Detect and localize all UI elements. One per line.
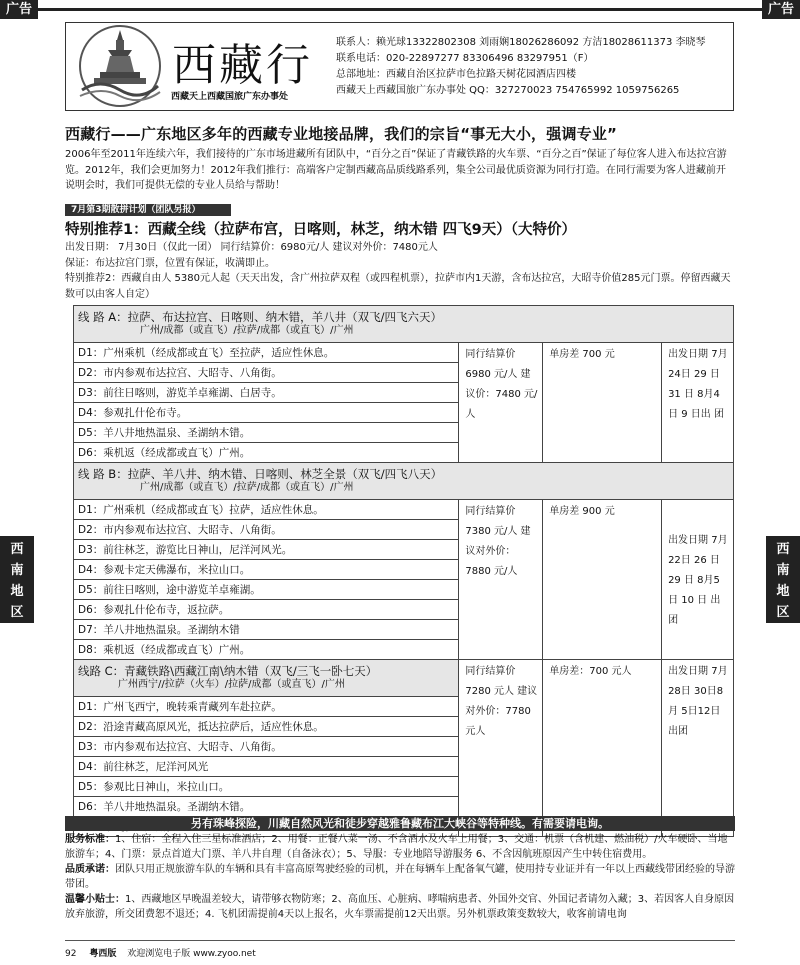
- day-cell: D2：市内参观布达拉宫、大昭寺、八角街。: [74, 520, 459, 540]
- side-label-text: 西南地区: [10, 542, 24, 620]
- route-header-row: [74, 463, 734, 500]
- term-label: 品质承诺：: [65, 864, 115, 875]
- notice-banner: 另有珠峰探险，川藏自然风光和徒步穿越雅鲁藏布江大峡谷等特种线。有需要请电询。: [65, 816, 735, 831]
- single-room-cell: [543, 343, 662, 463]
- dates-cell: [662, 660, 734, 837]
- day-cell: D6：乘机返（经成都或直飞）广州。: [74, 443, 459, 463]
- dates-text: 出发日期 7月24日 29 日 31 日 8月4 日 9 日出 团: [668, 349, 728, 420]
- info-block: [65, 240, 735, 302]
- dates-text: 出发日期 7月28日 30日8月 5日12日 出团: [668, 666, 728, 737]
- price-text: 同行结算价 6980 元/人 建议价：7480 元/人: [465, 349, 538, 420]
- single-room-cell: [543, 500, 662, 660]
- day-cell: D4：前往林芝，尼洋河风光: [74, 757, 459, 777]
- header-box: [65, 22, 734, 111]
- intro-paragraph: 2006年至2011年连续六年，我们接待的广东市场进藏所有团队中，“百分之百”保证了青藏铁路的火车票、“百分之百”保证了每位客人进入布达拉宫游览。2012年，我们会更加努力！2012年我们推行：高端客户定制西藏高品质线路系列，集全公司最优质资源为同行打造。在同行需要为客人进藏前开说明会时，我们可提供无偿的专业人员给与帮助！: [65, 149, 727, 191]
- dates-text: 出发日期 7月22日 26 日 29 日 8月5 日 10 日 出团: [668, 534, 728, 626]
- top-rule: [0, 8, 800, 11]
- travel-tips: [65, 892, 735, 922]
- day-cell: D2：市内参观布达拉宫、大昭寺、八角街。: [74, 363, 459, 383]
- route-title: 线 路 B：拉萨、羊八井、纳木错、日喀则、林芝全景（双飞/四飞八天）: [78, 467, 443, 481]
- table-row: [74, 343, 734, 363]
- day-cell: D3：市内参观布达拉宫、大昭寺、八角街。: [74, 737, 459, 757]
- page-number: 92: [65, 949, 77, 959]
- special-title: 特别推荐1：西藏全线（拉萨布宫，日喀则，林芝，纳木错 四飞9天）（大特价）: [65, 222, 576, 238]
- route-subtitle: 广州西宁//拉萨（火车）/拉萨/成都（或直飞）/广州: [118, 679, 345, 690]
- term-text: 团队只用正规旅游车队的车辆和具有丰富高原驾驶经验的司机，并在每辆车上配备氧气罐，使用持专业证并有一年以上西藏线带团经验的导游带团。: [65, 864, 735, 890]
- stupa-logo-icon: [70, 24, 170, 110]
- day-cell: D7：羊八井地热温泉。圣湖纳木错: [74, 620, 459, 640]
- day-cell: D8：乘机返（经成都或直飞）广州。: [74, 640, 459, 660]
- price-cell: [459, 343, 543, 463]
- dates-cell: [662, 500, 734, 660]
- route-title: 线 路 A：拉萨、布达拉宫、日喀则、纳木错，羊八井（双飞/四飞六天）: [78, 310, 443, 324]
- route-header-row: [74, 306, 734, 343]
- route-subtitle: 广州/成都（或直飞）/拉萨/成都（或直飞）/广州: [140, 325, 354, 336]
- info-line: 出发日期： 7月30日（仅此一团） 同行结算价：6980元/人 建议对外价：7480元人: [65, 242, 438, 253]
- single-room-text: 单房差：700 元人: [549, 666, 632, 677]
- footer-rule: [65, 940, 735, 941]
- route-subtitle: 广州/成都（或直飞）/拉萨/成都（或直飞）/广州: [140, 482, 354, 493]
- info-line: 特别推荐2：西藏自由人 5380元人起（天天出发，含广州拉萨双程（或四程机票），拉萨市内1天游，含布达拉宫，大昭寺价值285元门票。停留西藏天数可以由客人自定）: [65, 273, 731, 300]
- day-cell: D3：前往日喀则，游览羊卓雍湖、白居寺。: [74, 383, 459, 403]
- service-standard: [65, 832, 735, 862]
- term-text: 1、住宿：全程入住三星标准酒店；2、用餐：正餐八菜一汤、不含酒水及火车上用餐；3、交通：机票（含机建、燃油税）/火车硬卧、当地旅游车；4、门票：景点首道大门票、羊八井自理（自备泳衣）；5、导服：专业地陪导游服务 6、不含因航班原因产生中转住宿费用。: [65, 834, 728, 860]
- dates-cell: [662, 343, 734, 463]
- day-cell: D4：参观卡定天佛瀑布，米拉山口。: [74, 560, 459, 580]
- price-text: 同行结算价 7380 元/人 建议对外价：7880 元/人: [465, 506, 531, 577]
- price-text: 同行结算价 7280 元人 建议对外价：7780 元人: [465, 666, 538, 737]
- logo-title: 西藏行: [172, 40, 313, 91]
- logo: [66, 23, 331, 110]
- price-cell: [459, 500, 543, 660]
- route-title-cell: [74, 306, 734, 343]
- terms-block: [65, 832, 735, 922]
- side-label-text: 西南地区: [776, 542, 790, 620]
- day-cell: D1：广州乘机（经成都或直飞）至拉萨，适应性休息。: [74, 343, 459, 363]
- route-header-row: [74, 660, 734, 697]
- day-cell: D5：前往日喀则，途中游览羊卓雍湖。: [74, 580, 459, 600]
- ad-tag-right: 广告: [762, 0, 800, 19]
- route-title: 线路 C：青藏铁路\西藏江南\纳木错（双飞/三飞一卧七天）: [78, 664, 378, 678]
- edition-label: 粤西版: [89, 949, 117, 959]
- contact-line: 联系电话：020-22897277 83306496 83297951（F）: [336, 53, 594, 64]
- single-room-text: 单房差 700 元: [549, 349, 615, 360]
- day-cell: D4：参观扎什伦布寺。: [74, 403, 459, 423]
- side-label-right: [766, 536, 800, 623]
- contact-info: [336, 35, 731, 99]
- day-cell: D3：前往林芝，游览比日神山，尼洋河风光。: [74, 540, 459, 560]
- term-label: 服务标准：: [65, 834, 115, 845]
- day-cell: D1：广州乘机（经成都或直飞）拉萨，适应性休息。: [74, 500, 459, 520]
- site-label: 欢迎浏览电子版 www.zyoo.net: [127, 949, 256, 959]
- single-room-cell: [543, 660, 662, 837]
- single-room-text: 单房差 900 元: [549, 506, 615, 517]
- day-cell: D6：参观扎什伦布寺，返拉萨。: [74, 600, 459, 620]
- route-title-cell: [74, 463, 734, 500]
- contact-line: 联系人：赖光球13322802308 刘雨娴18026286092 方洁18028611373 李晓琴: [336, 37, 706, 48]
- route-title-cell: [74, 660, 459, 697]
- day-cell: D6：羊八井地热温泉。圣湖纳木错。: [74, 797, 459, 817]
- plan-tag: 7月第3期散拼计划（团队另报）: [65, 204, 231, 216]
- contact-line: 西藏天上西藏国旅广东办事处 QQ：327270023 754765992 1059756265: [336, 85, 680, 96]
- footer: [65, 946, 735, 959]
- side-label-left: [0, 536, 34, 623]
- headline: 西藏行——广东地区多年的西藏专业地接品牌，我们的宗旨“事无大小，强调专业”: [65, 125, 618, 143]
- contact-line: 总部地址：西藏自治区拉萨市色拉路天树花园酒店四楼: [336, 69, 576, 80]
- term-text: 1、西藏地区早晚温差较大，请带够衣物防寒；2、高血压、心脏病、哮喘病患者、外国外交官、外国记者请勿入藏；3、若因客人自身原因放弃旅游，所交团费恕不退还；4. 飞机团需提前4天以上报名，火车票需提前12天出票。另外机票政策变数较大，收客前请电询: [65, 894, 735, 920]
- term-label: 温馨小贴士：: [65, 894, 125, 905]
- day-cell: D5：参观比日神山，米拉山口。: [74, 777, 459, 797]
- itinerary-table: [73, 305, 734, 837]
- day-cell: D5：羊八井地热温泉、圣湖纳木错。: [74, 423, 459, 443]
- ad-tag-left: 广告: [0, 0, 38, 19]
- day-cell: D1：广州飞西宁，晚转乘青藏列车赴拉萨。: [74, 697, 459, 717]
- day-cell: D2：沿途青藏高原风光，抵达拉萨后，适应性休息。: [74, 717, 459, 737]
- price-cell: [459, 660, 543, 837]
- logo-subtitle: 西藏天上西藏国旅广东办事处: [171, 92, 289, 102]
- info-line: 保证：布达拉宫门票，位置有保证，收满即止。: [65, 257, 275, 269]
- quality-promise: [65, 862, 735, 892]
- table-row: [74, 500, 734, 520]
